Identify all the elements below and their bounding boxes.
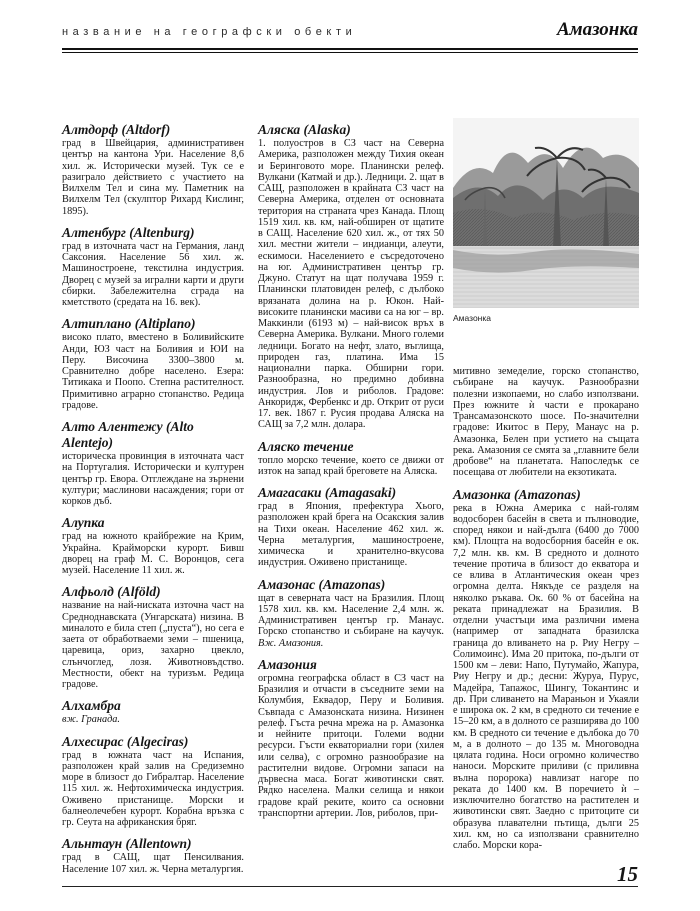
entry-term: Алто Алентежу (Alto Alentejo) [62,419,194,450]
photo-caption: Амазонка [453,313,492,323]
entry [62,698,244,725]
entry-term: Алхесирас (Algeciras) [62,733,189,749]
section-title: название на географски обекти [62,26,357,38]
entry [258,485,444,569]
entry [62,584,244,690]
column-left [62,122,244,883]
entry-body: град в Швейцария, административен център на кантона Ури. Население 8,6 хил. ж. Исторически музей. Тук се е разиграло действието с участието на Вилхелм Тел и сина му. Паметник на Вилхелм Тел (скулптор Рихард Кислинг, 1895). [62,138,244,217]
entry [62,734,244,829]
entry-body: название на най-ниската източна част на Средноднавската (Унгарската) низина. В миналото е била степ („пуста“), но сега е заета от обработваеми земи – пшеница, царевица, ориз, захарно цвекло, слънчоглед, лозя. Животновъдство. Местности, обект на туризъм. Редица градове. [62,600,244,690]
entry-body: митивно земеделие, горско стопанство, събиране на каучук. Разнообразни полезни изкопаеми, но слабо използвани. През южните ѝ части е прокарано Трансамазонското шосе. По-значителни градове: Икитос в Перу, Манаус на р. Амазонка, Белен при устието на същата река. Амазония се смята за „главните бели дробове“ на планетата. Напоследък се посещава от любители на екзотиката. [453,366,639,479]
entry-term: Аляско течение [258,438,354,454]
amazon-photo [453,118,639,308]
cross-reference: Вж. Амазония. [258,637,324,649]
entry-body: огромна географска област в СЗ част на Бразилия и отчасти в съседните земи на Колумбия, Еквадор, Перу и Боливия. Съвпада с Амазонската низина. Низинен релеф. Гъста речна мрежа на р. Амазонка и нейните притоци. Големи водни ресурси. Гъсти екваториални гори (хилея или селва), с огромно разнообразие на растителни видове. Огромни запаси на дървесна маса. Богат животински свят. Рядко населена. Малки селища и някои градове край реките, които са основни транспортни артерии. Лов, риболов, при- [258,672,444,819]
entry-body: 1. полуостров в СЗ част на Северна Америка, разположен между Тихия океан и Беринговото море. Планински релеф. Вулкани (Катмай и др.). Ледници. 2. щат в САЩ, разположен в крайната СЗ част на Северна Америка, отделен от основната територия на страната чрез Канада. Площ 1519 хил. кв. км, най-обширен от щатите в САЩ. Население 620 хил. ж., от тях 50 хил. местни жители – индианци, алеути, ескимоси. Населението е съсредоточено на юг. Административен център гр. Джуно. Статут на щат получава 1959 г. Планински платовиден релеф, с дълбоко врязаната долина на р. Юкон. Най-високите планински масиви са на юг – вр. Маккинли (6193 м) – най-висок връх в Северна Америка. Вулкани. Много големи ледници. Богато на нефт, злато, въглища, природен газ, платина. Има 15 национални парка. Обширни гори. Разнообразна, но предимно добивна индустрия. Лов и риболов. Градове: Анкоридж, Фербенкс и др. Открит от руси 17. век. 1867 г. Русия продава Аляска на САЩ за 7,2 млн. долара. [258,138,445,431]
entry-term: Амазонас (Amazonas) [258,576,386,592]
column-middle [258,122,444,827]
entry [453,487,639,852]
entry-term: Алтиплано (Altiplano) [62,316,196,332]
running-head: Амазонка [556,19,638,40]
entry-term: Алхамбра [62,698,121,714]
entry [258,122,444,431]
entry-term: Алфьолд (Alföld) [62,584,161,600]
entry-term: Амазонка (Amazonas) [453,486,581,502]
entry-body: топло морско течение, което се движи от изток на запад край бреговете на Аляска. [258,454,444,477]
entry [258,577,444,649]
entry-term: Амазония [258,656,317,672]
entry-body: град на южното крайбрежие на Крим, Украйна. Крайморски курорт. Бивш дворец на граф М. С. Воронцов, сега музей. Население 11 хил. ж. [62,531,244,576]
entry-term: Алупка [62,515,105,531]
entry-term: Алтенбург (Altenburg) [62,224,195,240]
entry-body: град в източната част на Германия, ланд Саксония. Население 56 хил. ж. Машиностроене, текстилна индустрия. Дворец с музей за игрални карти и други сбирки. Забележителна сграда на кметството (средата на 16. век). [62,240,244,308]
entry-body: град в САЩ, щат Пенсилвания. Население 107 хил. ж. Черна металургия. [62,852,244,875]
entry-term: Альнтаун (Allentown) [62,836,192,852]
entry-body: високо плато, вместено в Боливийските Анди, ЮЗ част на Боливия и ЮИ на Перу. Височина 3300–3800 м. Сравнително добре населено. Езера: Титикака и Поопо. Степна растителност. Примитивно аграрно стопанство. Редица градове. [62,332,244,411]
entry-term: Алтдорф (Altdorf) [62,122,171,137]
header-rule-thick [62,48,638,50]
header-rule-thin [62,52,638,53]
entry [62,515,244,576]
cross-reference: вж. Гранада. [62,714,120,726]
entry [62,122,244,217]
entry [258,439,444,478]
column-right [453,366,639,859]
page-number: 15 [617,862,638,886]
entry-continued [453,366,639,479]
entry [62,419,244,507]
entry-body: град в Япония, префектура Хього, разположен край брега на Осакския залив на Тихи океан. Население 462 хил. ж. Черна металургия, машиностроене, химическа и хранително-вкусова индустрия. Оживено пристанище. [258,501,444,569]
entry-body: щат в северната част на Бразилия. Площ 1578 хил. кв. км. Население 2,4 млн. ж. Административен център гр. Манаус. Горско стопанство и събиране на каучук. Вж. Амазония. [258,592,444,649]
entry [62,316,244,411]
entry-body: река в Южна Америка с най-голям водосборен басейн в света и пълноводие, според някои и най-дълга (6400 до 7000 км). Площта на водосборния басейн е ок. 7,2 млн. кв. км. В средното и долното течение протича в близост до екватора и се влива в Атлантическия океан чрез огромна делта. Някъде се разделя на няколко ръкава. Ок. 60 % от басейна на реката принадлежат на Бразилия. В отделни участъци има различни имена (например от западната бразилска граница до вливането на р. Риу Негру – Солимоинс). Има 20 притока, по-дълги от 1500 км – леви: Напо, Путумайо, Жапура, Риу Негру и др.; десни: Журуа, Пурус, Мадейра, Тапажос, Шингу, Токантинс и др. При сливането на Мараньон и Укаяли е широка ок. 2 км, в средното си течение е 15–20 км, а в долното се разширява до 100 км. В средното си течение е дълбока до 70 м, а в долното – до 135 м. Многоводна цялата година. Носи огромно количество наноси. Морските приливи (с приливна вълна поророка) навлизат нагоре по реката до 1400 км. В поречието ѝ – изключително богатство на растителен и животински свят. Заедно с притоците си образува плавателни пътища, дълги 25 хил. км, но са използвани сравнително слабо. Морски кора- [453,502,639,851]
footer-rule [62,886,638,887]
entry [258,657,444,819]
entry-term: Аляска (Alaska) [258,122,351,137]
entry-body: историческа провинция в източната част на Португалия. Исторически и културен център гр. Евора. Отглеждане на зърнени култури; маслинови насаждения; гори от корков дъб. [62,451,244,507]
entry-body: град в южната част на Испания, разположен край залив на Средиземно море в близост до Гибралтар. Население 115 хил. ж. Нефтохимическа индустрия. Оживено пристанище. Морски и балнеолечебен курорт. Корабна връзка с гр. Сеута на африканския бряг. [62,749,244,828]
entry [62,225,244,309]
entry-term: Амагасаки (Amagasaki) [258,485,397,500]
entry [62,836,244,875]
